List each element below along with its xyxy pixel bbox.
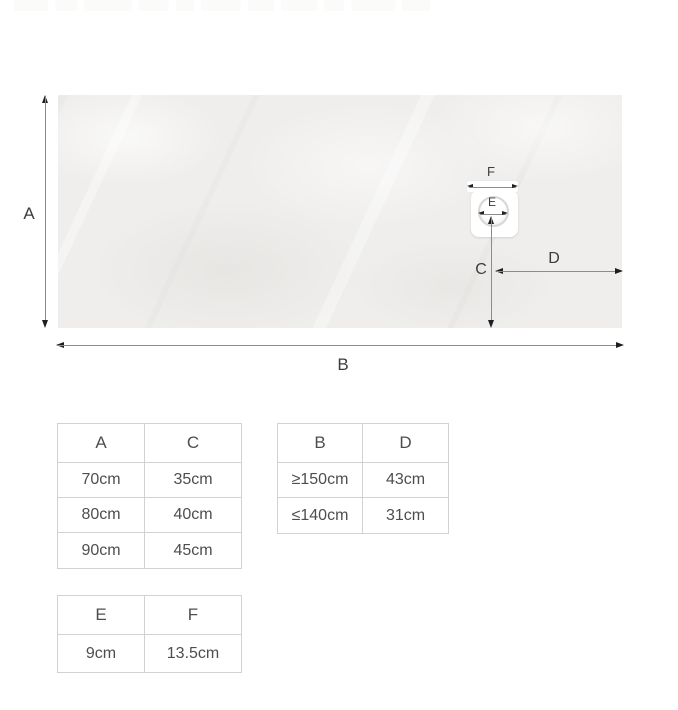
dimension-label-B: B [337, 355, 349, 374]
dimension-line [58, 345, 622, 346]
table-e-f [57, 595, 242, 673]
watermark-fragment [351, 0, 395, 11]
dimension-line [45, 97, 46, 326]
watermark-fragment [281, 0, 317, 11]
shower-tray-surface [58, 95, 622, 328]
table-cell-a-90: 90cm [58, 533, 145, 568]
dimension-label-D: D [548, 250, 560, 267]
arrowhead-right-icon [616, 342, 624, 348]
table-cell-b-ge150: ≥150cm [278, 463, 363, 498]
watermark-fragment [201, 0, 241, 11]
dimension-label-F: F [487, 163, 495, 179]
dimension-label-A: A [23, 203, 35, 223]
table-b-d-header-b: B [278, 424, 363, 463]
table-b-d [277, 423, 449, 534]
table-cell-b-le140: ≤140cm [278, 498, 363, 533]
table-cell-d-31: 31cm [363, 498, 448, 533]
table-cell-c-35: 35cm [145, 463, 241, 498]
cropped-watermark-artifact [14, 0, 430, 11]
watermark-fragment [55, 0, 77, 11]
dimension-label-E: E [487, 194, 496, 209]
table-e-f-header-f: F [145, 596, 241, 635]
dimension-arrow-D [495, 267, 623, 276]
table-cell-a-80: 80cm [58, 498, 145, 533]
table-cell-d-43: 43cm [363, 463, 448, 498]
arrowhead-right-icon [512, 184, 518, 188]
table-a-c-header-a: A [58, 424, 145, 463]
watermark-fragment [176, 0, 194, 11]
table-a-c [57, 423, 242, 569]
dimension-line [497, 271, 621, 272]
table-cell-e-9: 9cm [58, 635, 145, 672]
arrowhead-down-icon [42, 320, 48, 328]
watermark-fragment [84, 0, 132, 11]
dimension-arrow-F [467, 183, 518, 191]
watermark-fragment [248, 0, 274, 11]
table-cell-c-40: 40cm [145, 498, 241, 533]
dimension-arrow-A [41, 95, 50, 328]
watermark-fragment [14, 0, 48, 11]
arrowhead-right-icon [502, 211, 508, 215]
table-e-f-header-e: E [58, 596, 145, 635]
table-cell-a-70: 70cm [58, 463, 145, 498]
watermark-fragment [324, 0, 344, 11]
table-cell-c-45: 45cm [145, 533, 241, 568]
table-a-c-header-c: C [145, 424, 241, 463]
watermark-fragment [402, 0, 430, 11]
dimension-label-C: C [475, 261, 487, 278]
dimension-line [469, 187, 516, 188]
dimension-line [491, 218, 492, 326]
dimension-arrow-B [56, 341, 624, 350]
table-cell-f-13-5: 13.5cm [145, 635, 241, 672]
watermark-fragment [139, 0, 169, 11]
arrowhead-right-icon [615, 268, 623, 274]
arrowhead-down-icon [488, 320, 494, 328]
table-b-d-header-d: D [363, 424, 448, 463]
